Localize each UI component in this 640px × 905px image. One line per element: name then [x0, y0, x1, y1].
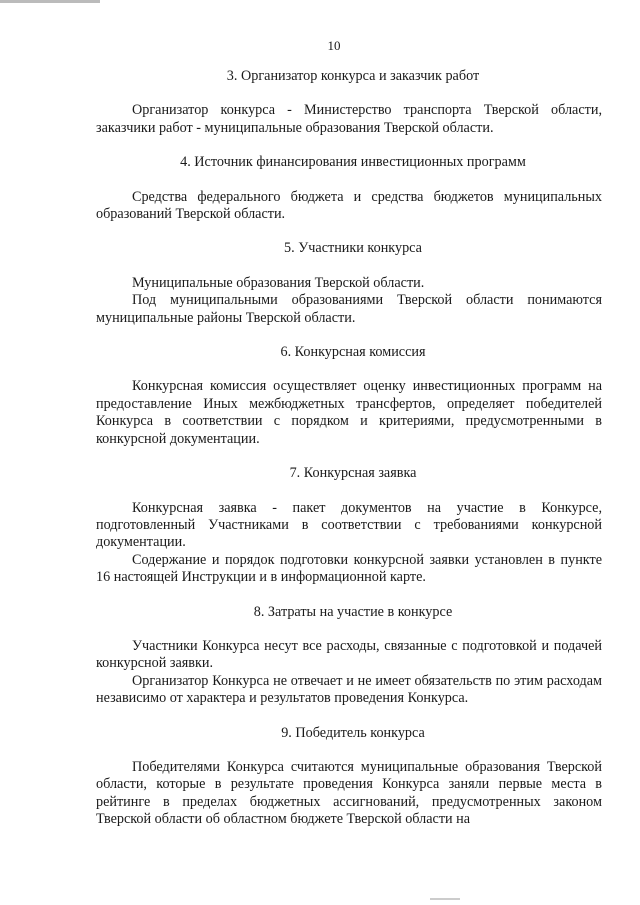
section-paragraph: Содержание и порядок подготовки конкурсной заявки установлен в пункте 16 настоящей Инструкции и в информационной карте. — [96, 551, 602, 586]
section-heading: 6. Конкурсная комиссия — [280, 344, 426, 361]
scan-bottom-mark — [430, 898, 460, 900]
section-paragraph: Муниципальные образования Тверской области. — [132, 274, 425, 291]
section-paragraph: Организатор Конкурса не отвечает и не имеет обязательств по этим расходам независимо от характера и результатов проведения Конкурса. — [96, 672, 602, 707]
section-paragraph: Средства федерального бюджета и средства бюджетов муниципальных образований Тверской области. — [96, 188, 602, 223]
section-paragraph: Под муниципальными образованиями Тверской области понимаются муниципальные районы Тверской области. — [96, 292, 602, 326]
scan-edge-mark — [0, 0, 100, 3]
section-heading: 9. Победитель конкурса — [281, 724, 425, 741]
section-costs — [96, 604, 602, 708]
section-heading: 3. Организатор конкурса и заказчик работ — [226, 68, 480, 84]
section-paragraph: Участники Конкурса несут все расходы, связанные с подготовкой и подачей конкурсной заявки. — [96, 637, 602, 672]
section-paragraph: Организатор конкурса - Министерство транспорта Тверской области, заказчики работ - муниципальные образования Тверской области. — [96, 102, 602, 136]
section-application — [96, 465, 602, 586]
section-funding — [96, 154, 602, 223]
section-paragraph: Победителями Конкурса считаются муниципальные образования Тверской области, которые в результате проведения Конкурса заняли первые места в рейтинге в пределах бюджетных ассигнований, предусмотренных законом Тверской области об областном бюджете Тверской области на — [96, 758, 602, 828]
section-heading: 8. Затраты на участие в конкурсе — [253, 603, 453, 620]
section-heading: 5. Участники конкурса — [284, 240, 422, 257]
section-heading: 4. Источник финансирования инвестиционных программ — [180, 154, 526, 171]
section-winner — [96, 725, 602, 829]
section-commission — [96, 344, 602, 448]
section-heading: 7. Конкурсная заявка — [289, 465, 417, 482]
section-participants — [96, 240, 602, 327]
section-organizer — [96, 68, 602, 137]
document-body — [96, 68, 602, 846]
page-number: 10 — [327, 38, 341, 53]
section-paragraph: Конкурсная заявка - пакет документов на участие в Конкурсе, подготовленный Участниками в соответствии с требованиями конкурсной документации. — [96, 499, 602, 551]
section-paragraph: Конкурсная комиссия осуществляет оценку инвестиционных программ на предоставление Иных межбюджетных трансфертов, определяет победителей Конкурса в соответствии с порядком и критериями, предусмотренными в конкурсной документации. — [96, 378, 602, 447]
